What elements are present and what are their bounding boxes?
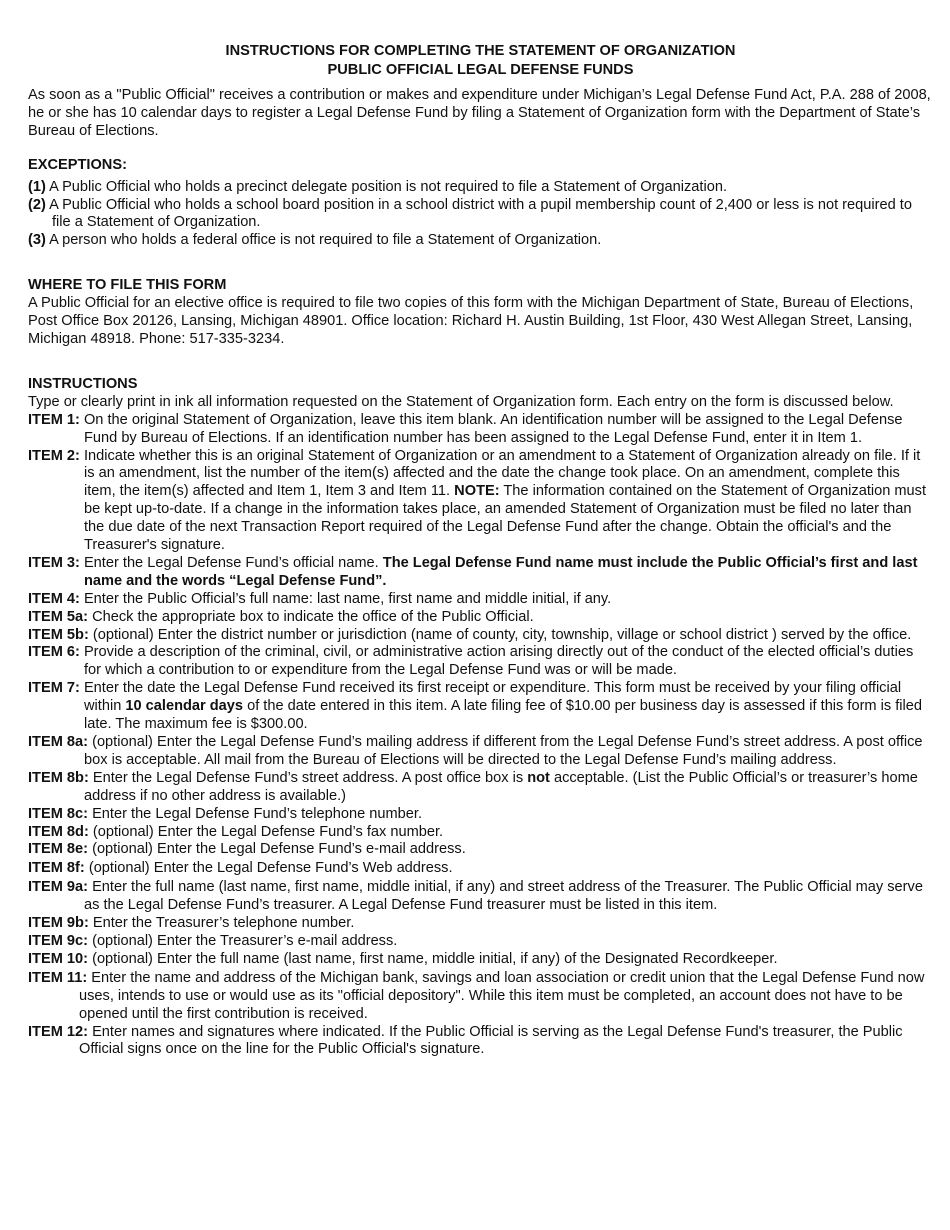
item-label: ITEM 5a: <box>28 608 89 625</box>
item-8c <box>28 806 933 824</box>
item-3 <box>28 555 933 591</box>
item-label: ITEM 8c: <box>28 805 89 822</box>
item-text: Enter the full name (last name, first name, middle initial, if any) and street address of the Treasurer. The Public Official may serve as the Legal Defense Fund’s treasurer. A Legal Defense Fund treasurer must be listed in this item. <box>84 879 923 914</box>
item-label: ITEM 5b: <box>28 626 89 643</box>
item-8b <box>28 770 933 806</box>
item-label: ITEM 8e: <box>28 841 89 858</box>
item-label: ITEM 8a: <box>28 734 89 750</box>
item-1 <box>28 412 933 448</box>
item-text: Enter the date the Legal Defense Fund received its first receipt or expenditure. This form must be received by your filing official within <box>83 680 902 715</box>
exception-number: (3) <box>28 232 46 249</box>
exception-text: A Public Official who holds a school board position in a school district with a pupil membership count of 2,400 or less is not required to file a Statement of Organization. <box>49 196 912 231</box>
item-9c <box>28 933 933 951</box>
item-8f <box>28 860 933 878</box>
item-text: (optional) Enter the Legal Defense Fund’s mailing address if different from the Legal Defense Fund’s street address. A post office box is acceptable. All mail from the Bureau of Elections will be directed to the Legal Defense Fund’s mailing address. <box>84 734 923 768</box>
note-label: NOTE: <box>454 483 500 500</box>
item-10 <box>28 951 933 969</box>
item-text: Provide a description of the criminal, civil, or administrative action arising directly out of the conduct of the elected official’s duties for which a contribution to or expenditure from the Legal Defense Fund was or will be made. <box>83 644 914 679</box>
item-text: Enter the Legal Defense Fund’s official name. <box>83 554 379 571</box>
document-title <box>28 42 933 79</box>
exception-text: A Public Official who holds a precinct delegate position is not required to file a Statement of Organization. <box>49 178 728 195</box>
item-6 <box>28 644 933 680</box>
item-text: Enter the Legal Defense Fund’s telephone number. <box>92 805 423 822</box>
item-label: ITEM 11: <box>28 969 88 986</box>
item-text: On the original Statement of Organization, leave this item blank. An identification number will be assigned to the Legal Defense Fund by Bureau of Elections. If an identification number has been assigned to the Legal Defense Fund, enter it in Item 1. <box>83 411 903 446</box>
item-7 <box>28 680 933 734</box>
item-emphasis: The Legal Defense Fund name must include the Public Official’s first and last name and the words “Legal Defense Fund”. <box>84 554 918 589</box>
item-text: Enter the Public Official’s full name: last name, first name and middle initial, if any. <box>83 590 612 607</box>
item-text: (optional) Enter the Legal Defense Fund’s fax number. <box>92 823 444 840</box>
item-label: ITEM 8d: <box>28 823 89 840</box>
item-text: Indicate whether this is an original Statement of Organization or an amendment to a Statement of Organization already on file. If it is an amendment, list the number of the item(s) affected and the date the change took place. On an amendment, complete this item, the item(s) affected and Item 1, Item 3 and Item 11. <box>83 447 921 500</box>
title-line-2: PUBLIC OFFICIAL LEGAL DEFENSE FUNDS <box>327 61 634 78</box>
item-8a <box>28 734 933 770</box>
item-5b <box>28 627 933 645</box>
item-text: Enter names and signatures where indicated. If the Public Official is serving as the Legal Defense Fund's treasurer, the Public Official signs once on the line for the Public Official's signature. <box>79 1023 903 1058</box>
item-11 <box>28 970 933 1024</box>
item-label: ITEM 4: <box>28 590 80 607</box>
item-8d <box>28 824 933 842</box>
item-label: ITEM 10: <box>28 950 89 967</box>
item-text: acceptable. (List the Public Official’s or treasurer’s home address if no other address is available.) <box>84 769 918 804</box>
instructions-heading: INSTRUCTIONS <box>28 375 138 392</box>
item-text: (optional) Enter the Legal Defense Fund’s e-mail address. <box>92 841 466 858</box>
instructions-page <box>28 42 933 1059</box>
exception-item <box>28 179 933 197</box>
item-label: ITEM 3: <box>28 554 80 571</box>
item-9b <box>28 915 933 933</box>
item-text: Enter the Treasurer’s telephone number. <box>92 915 355 932</box>
item-list <box>28 412 933 1060</box>
item-8e <box>28 841 933 859</box>
item-text: (optional) Enter the Legal Defense Fund’s Web address. <box>88 860 453 877</box>
exception-item <box>28 232 933 250</box>
item-text: The information contained on the Statement of Organization must be kept up-to-date. If a change in the information takes place, an amended Statement of Organization must be filed no later than the due date of the next Transaction Report required of the Legal Defense Fund after the change. Obtain the official's and the Treasurer's signature. <box>84 483 927 554</box>
item-2 <box>28 448 933 555</box>
item-emphasis: not <box>527 769 550 786</box>
intro-paragraph: As soon as a "Public Official" receives a contribution or makes and expenditure under Michigan’s Legal Defense Fund Act, P.A. 288 of 2008, he or she has 10 calendar days to register a Legal Defense Fund by filing a Statement of Organization form with the Department of State’s Bureau of Elections. <box>28 87 931 139</box>
item-label: ITEM 8b: <box>28 769 89 786</box>
item-text: Check the appropriate box to indicate the office of the Public Official. <box>92 608 534 625</box>
exception-number: (2) <box>28 196 46 213</box>
item-text: (optional) Enter the district number or jurisdiction (name of county, city, township, village or school district ) served by the office. <box>92 626 912 643</box>
item-label: ITEM 6: <box>28 644 80 661</box>
item-text: Enter the name and address of the Michigan bank, savings and loan association or credit union that the Legal Defense Fund now uses, intends to use or would use as its "official depository". While this item must be completed, an account does not have to be opened until the first contribution is received. <box>79 969 925 1022</box>
exception-number: (1) <box>28 178 46 195</box>
item-5a <box>28 609 933 627</box>
item-4 <box>28 591 933 609</box>
item-label: ITEM 2: <box>28 447 80 464</box>
item-label: ITEM 9b: <box>28 915 89 932</box>
item-emphasis: 10 calendar days <box>125 698 244 715</box>
exception-item <box>28 197 933 233</box>
item-text: of the date entered in this item. A late filing fee of $10.00 per business day is assessed if this form is filed late. The maximum fee is $300.00. <box>84 698 923 733</box>
item-9a <box>28 879 933 915</box>
item-text: Enter the Legal Defense Fund’s street address. A post office box is <box>92 769 524 786</box>
where-to-file-heading: WHERE TO FILE THIS FORM <box>28 277 227 294</box>
exceptions-list <box>28 179 933 251</box>
title-line-1: INSTRUCTIONS FOR COMPLETING THE STATEMENT OF ORGANIZATION <box>225 43 736 59</box>
item-label: ITEM 12: <box>28 1023 89 1040</box>
where-to-file-text: A Public Official for an elective office is required to file two copies of this form with the Michigan Department of State, Bureau of Elections, Post Office Box 20126, Lansing, Michigan 48901. Office location: Richard H. Austin Building, 1st Floor, 430 West Allegan Street, Lansing, Michigan 48918. Phone: 517-335-3234. <box>28 295 914 347</box>
instructions-intro: Type or clearly print in ink all information requested on the Statement of Organization form. Each entry on the form is discussed below. <box>28 393 894 410</box>
item-label: ITEM 7: <box>28 680 80 697</box>
item-label: ITEM 9c: <box>28 932 89 949</box>
exceptions-heading: EXCEPTIONS: <box>28 156 127 173</box>
item-label: ITEM 9a: <box>28 879 89 896</box>
item-label: ITEM 8f: <box>28 860 85 877</box>
item-text: (optional) Enter the Treasurer’s e-mail address. <box>92 932 398 949</box>
item-text: (optional) Enter the full name (last name, first name, middle initial, if any) of the Designated Recordkeeper. <box>92 950 778 967</box>
item-12 <box>28 1024 933 1060</box>
item-label: ITEM 1: <box>28 411 80 428</box>
exception-text: A person who holds a federal office is not required to file a Statement of Organization. <box>49 232 602 249</box>
